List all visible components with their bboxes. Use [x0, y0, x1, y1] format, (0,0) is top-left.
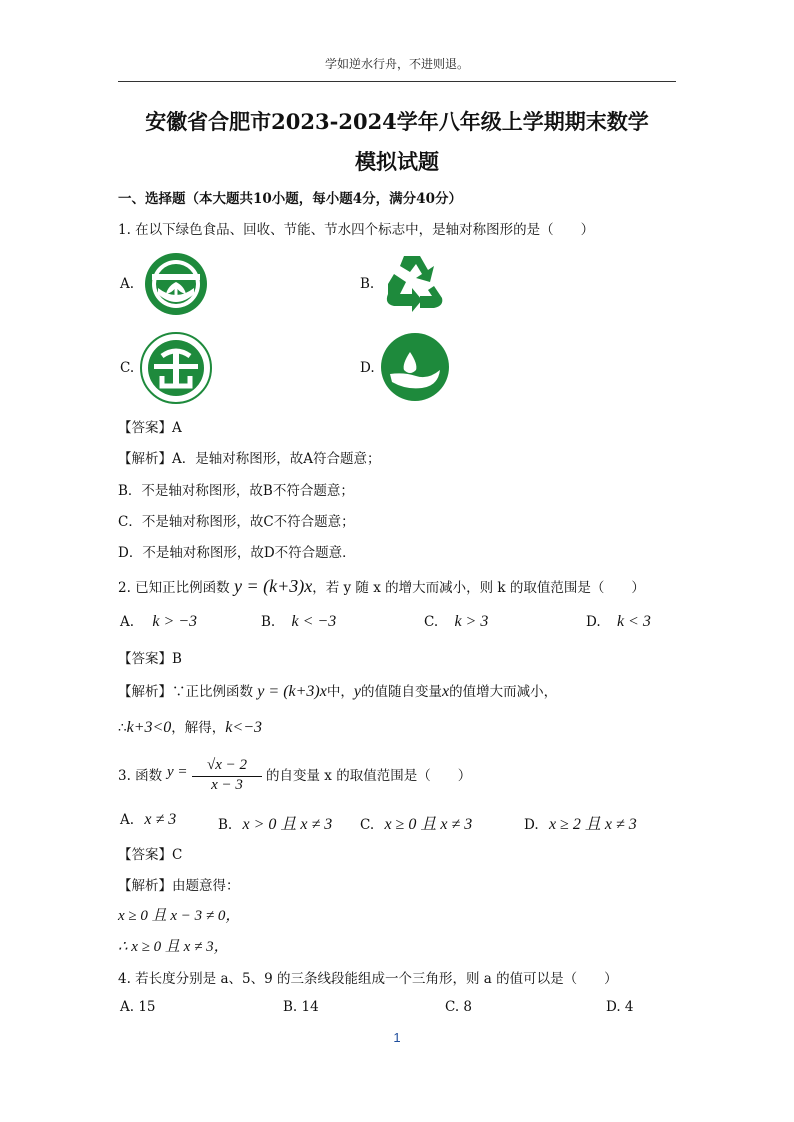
q2-formula: y = (k+3)x: [233, 576, 313, 596]
page-subtitle: 模拟试题: [355, 149, 439, 174]
q2-analysis-1: [118, 680, 557, 701]
energy-saving-icon: [140, 332, 212, 404]
q3-option-a: [120, 811, 176, 829]
q2-stem-b: ，若 y 随 x 的增大而减小，则 k 的取值范围是（ ）: [312, 580, 645, 596]
q2-analysis2-m1: k+3<0: [126, 719, 172, 736]
q2-option-a-label: A.: [120, 614, 135, 630]
q2-option-b: [261, 613, 336, 631]
q3-y-eq: y =: [167, 764, 188, 780]
q1-answer: 【答案】A: [118, 420, 182, 436]
q3-option-b-math: x > 0 且 x ≠ 3: [242, 816, 333, 833]
q2-option-a: [120, 613, 197, 631]
q3-analysis-1: 【解析】由题意得：: [118, 878, 240, 894]
q2-analysis2-a: ∴: [118, 720, 127, 736]
green-food-icon: [144, 252, 208, 316]
q3-option-c-label: C.: [360, 817, 375, 833]
q2-analysis2-m2: k<−3: [225, 719, 262, 736]
q4-option-c: C. 8: [445, 999, 473, 1015]
q3-denominator: x − 3: [211, 777, 243, 793]
q3-option-a-math: x ≠ 3: [144, 811, 177, 828]
header-rule: [118, 81, 676, 82]
q3-numerator: √x − 2: [192, 757, 262, 777]
q2-option-b-math: k < −3: [291, 613, 337, 630]
q3-fraction: [192, 757, 262, 794]
q1-label-d: D.: [360, 360, 375, 376]
q1-analysis-1: 【解析】A．是轴对称图形，故A符合题意；: [118, 451, 381, 467]
q2-option-c: [424, 613, 488, 631]
q2-analysis-d: 的值增大而减小，: [449, 684, 558, 700]
q1-analysis-2: B．不是轴对称图形，故B不符合题意；: [118, 483, 354, 499]
q2-analysis2-b: ，解得，: [171, 720, 226, 736]
q1-analysis-4: D．不是轴对称图形，故D不符合题意．: [118, 545, 356, 561]
q2-stem: [118, 576, 645, 597]
q3-option-d-label: D.: [524, 817, 539, 833]
q3-analysis-2: x ≥ 0 且 x − 3 ≠ 0，: [118, 908, 241, 924]
q4-option-d: D. 4: [606, 999, 634, 1015]
q1-label-b: B.: [360, 276, 375, 292]
q2-option-a-math: k > −3: [152, 613, 198, 630]
q2-option-c-label: C.: [424, 614, 439, 630]
q1-stem: 1. 在以下绿色食品、回收、节能、节水四个标志中，是轴对称图形的是（ ）: [118, 222, 595, 238]
q3-stem-b: 的自变量 x 的取值范围是（ ）: [266, 768, 472, 784]
q3-stem-a: 3. 函数: [118, 768, 163, 784]
q3-option-d: [524, 811, 637, 834]
q3-analysis-3: ∴ x ≥ 0 且 x ≠ 3，: [118, 939, 229, 955]
q1-analysis-3: C．不是轴对称图形，故C不符合题意；: [118, 514, 355, 530]
q4-option-a: A. 15: [120, 999, 156, 1015]
q4-stem: 4. 若长度分别是 a、5、9 的三条线段能组成一个三角形，则 a 的值可以是（ ）: [118, 971, 618, 987]
page-number: 1: [393, 1030, 401, 1045]
q3-answer: 【答案】C: [118, 847, 183, 863]
q3-option-c: [360, 811, 472, 834]
q2-analysis-2: [118, 716, 262, 737]
q3-option-d-math: x ≥ 2 且 x ≠ 3: [548, 816, 637, 833]
recycle-icon: [380, 250, 448, 316]
q2-answer: 【答案】B: [118, 651, 182, 667]
q3-option-c-math: x ≥ 0 且 x ≠ 3: [384, 816, 473, 833]
q2-analysis-b: 中，: [326, 684, 354, 700]
q2-analysis-a: 【解析】∵正比例函数: [118, 684, 253, 700]
q3-option-b-label: B.: [218, 817, 233, 833]
q2-option-b-label: B.: [261, 614, 276, 630]
q4-option-b: B. 14: [283, 999, 319, 1015]
q2-analysis-y: y: [353, 683, 361, 700]
q1-label-a: A.: [120, 276, 135, 292]
q2-stem-a: 2. 已知正比例函数: [118, 580, 230, 596]
q2-analysis-c: 的值随自变量: [360, 684, 442, 700]
q2-option-d-math: k < 3: [616, 613, 651, 630]
q2-option-c-math: k > 3: [454, 613, 489, 630]
q1-label-c: C.: [120, 360, 135, 376]
q2-option-d-label: D.: [586, 614, 601, 630]
q3-option-b: [218, 811, 332, 834]
section-heading: 一、选择题（本大题共10小题，每小题4分，满分40分）: [118, 191, 462, 207]
q2-analysis-x: x: [441, 683, 450, 700]
page-title: 安徽省合肥市2023-2024学年八年级上学期期末数学: [145, 109, 649, 134]
q3-option-a-label: A.: [120, 812, 135, 828]
water-saving-icon: [380, 332, 450, 402]
header-motto: 学如逆水行舟，不进则退。: [324, 57, 469, 71]
q2-analysis-formula: y = (k+3)x: [257, 683, 327, 700]
q2-option-d: [586, 613, 651, 631]
